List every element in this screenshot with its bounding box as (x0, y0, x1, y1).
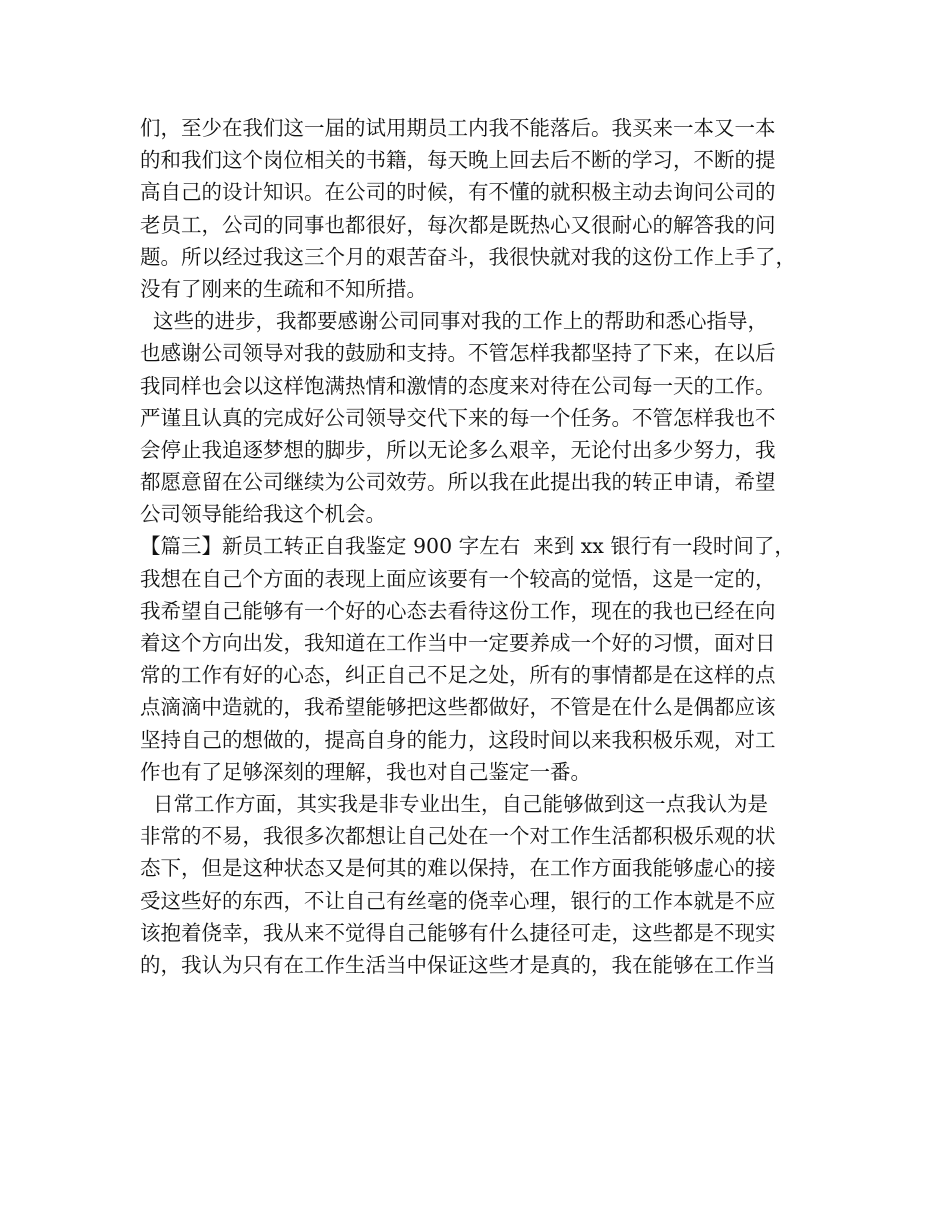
text-line: 公司领导能给我这个机会。 (140, 502, 386, 527)
text-line: 我想在自己个方面的表现上面应该要有一个较高的觉悟，这是一定的， (140, 566, 776, 591)
text-line: 高自己的设计知识。在公司的时候，有不懂的就积极主动去询问公司的 (140, 180, 776, 205)
text-line: 着这个方向出发，我知道在工作当中一定要养成一个好的习惯，面对日 (140, 631, 776, 655)
text-line: 的和我们这个岗位相关的书籍，每天晚上回去后不断的学习，不断的提 (140, 148, 776, 173)
text-line: 老员工，公司的同事也都很好，每次都是既热心又很耐心的解答我的问 (140, 212, 776, 237)
section-heading-line: 【篇三】新员工转正自我鉴定 900 字左右 来到 xx 银行有一段时间了， (140, 534, 795, 559)
text-line: 题。所以经过我这三个月的艰苦奋斗，我很快就对我的这份工作上手了， (140, 244, 796, 269)
text-line: 该抱着侥幸，我从来不觉得自己能够有什么捷径可走，这些都是不现实 (140, 920, 776, 945)
text-line: 都愿意留在公司继续为公司效劳。所以我在此提出我的转正申请，希望 (140, 470, 776, 495)
text-line: 没有了刚来的生疏和不知所措。 (140, 276, 427, 301)
text-line: 们，至少在我们这一届的试用期员工内我不能落后。我买来一本又一本 (140, 116, 776, 140)
text-line: 点滴滴中造就的，我希望能够把这些都做好，不管是在什么是偶都应该 (140, 695, 776, 720)
text-line: 我希望自己能够有一个好的心态去看待这份工作，现在的我也已经在向 (140, 598, 776, 623)
text-line: 我同样也会以这样饱满热情和激情的态度来对待在公司每一天的工作。 (140, 373, 776, 398)
text-line: 态下，但是这种状态又是何其的难以保持，在工作方面我能够虚心的接 (140, 856, 776, 881)
text-line: 也感谢公司领导对我的鼓励和支持。不管怎样我都坚持了下来，在以后 (140, 341, 776, 366)
text-line: 非常的不易，我很多次都想让自己处在一个对工作生活都积极乐观的状 (140, 824, 776, 849)
text-line: 严谨且认真的完成好公司领导交代下来的每一个任务。不管怎样我也不 (140, 405, 776, 430)
text-line: 日常工作方面，其实我是非专业出生，自己能够做到这一点我认为是 (140, 791, 769, 816)
body-text (140, 112, 840, 981)
text-line: 会停止我追逐梦想的脚步，所以无论多么艰辛，无论付出多少努力，我 (140, 437, 776, 462)
text-line: 这些的进步，我都要感谢公司同事对我的工作上的帮助和悉心指导， (140, 309, 769, 334)
text-line: 受这些好的东西，不让自己有丝毫的侥幸心理，银行的工作本就是不应 (140, 888, 776, 913)
text-line: 的，我认为只有在工作生活当中保证这些才是真的，我在能够在工作当 (140, 952, 776, 977)
text-line: 坚持自己的想做的，提高自身的能力，这段时间以来我积极乐观，对工 (140, 727, 776, 752)
text-line: 常的工作有好的心态，纠正自己不足之处，所有的事情都是在这样的点 (140, 663, 776, 688)
text-line: 作也有了足够深刻的理解，我也对自己鉴定一番。 (140, 759, 591, 784)
